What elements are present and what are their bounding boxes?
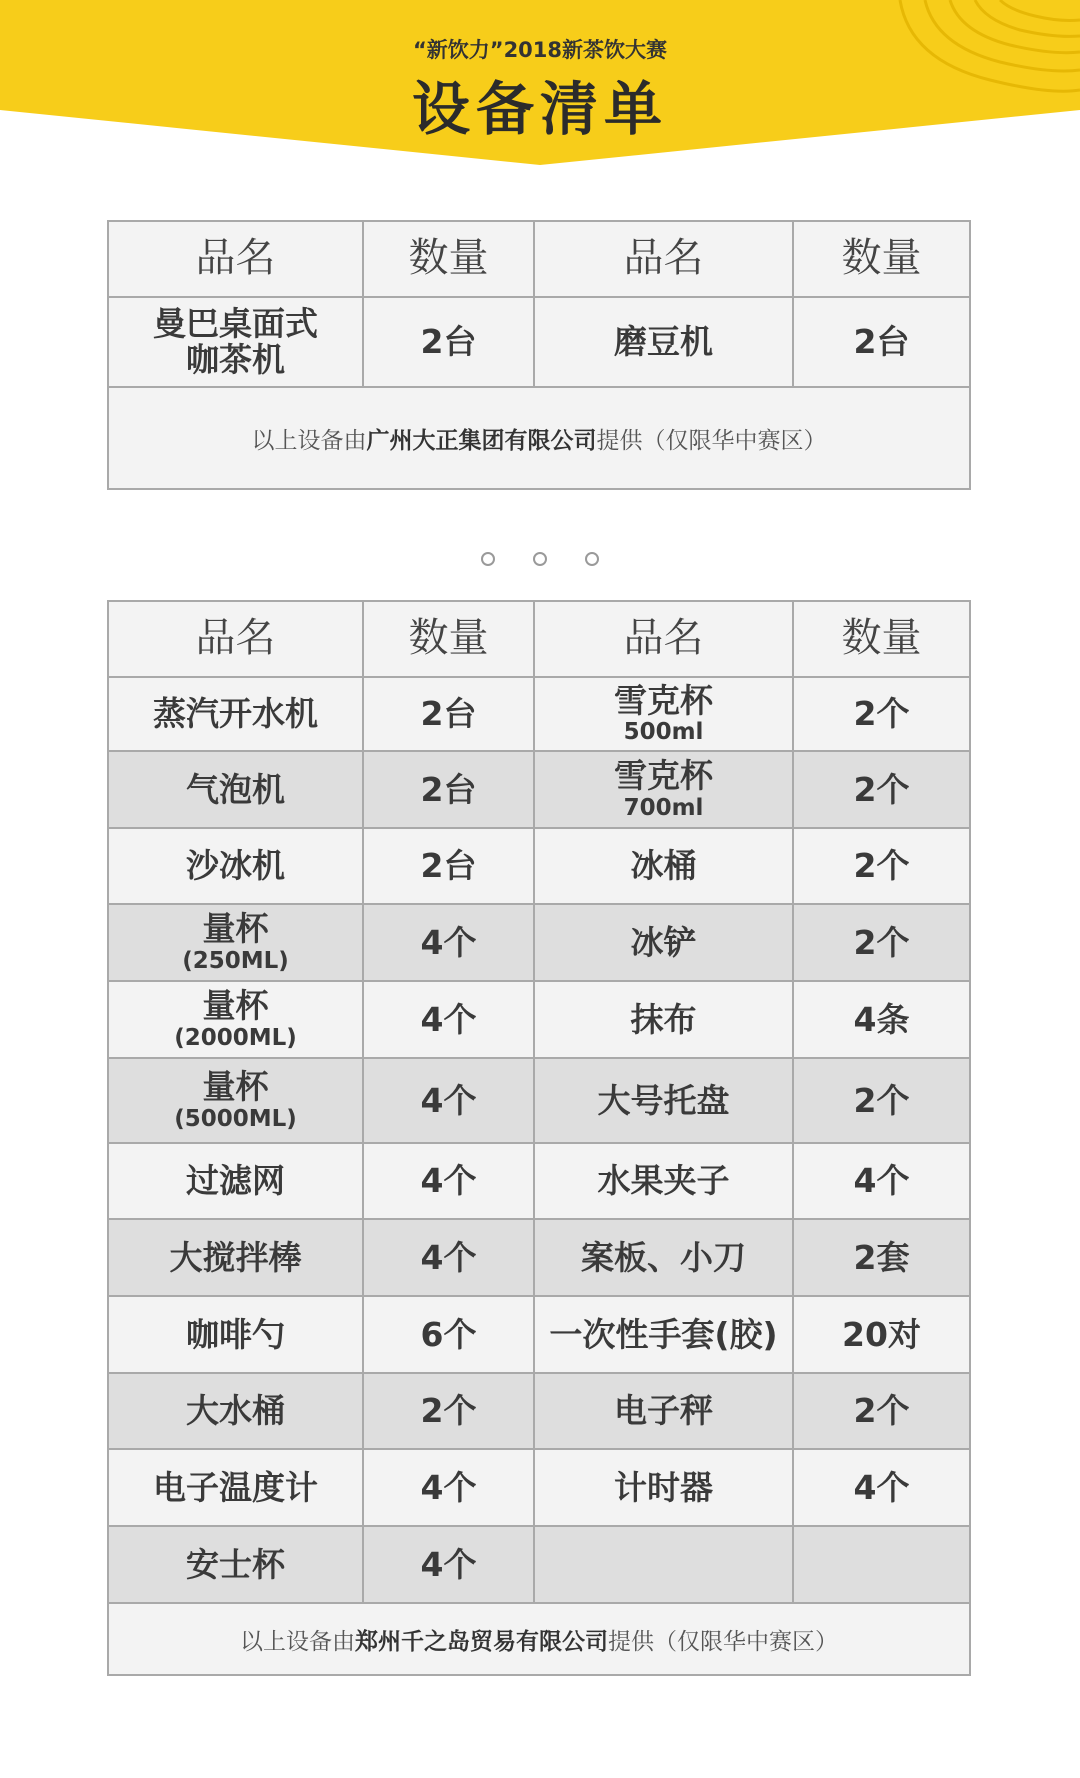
item-name-cell	[109, 678, 364, 750]
table-row	[109, 298, 969, 388]
item-quantity: 2台	[853, 322, 910, 362]
item-quantity: 2套	[853, 1237, 910, 1277]
note-suffix: 提供（仅限华中赛区）	[608, 1628, 838, 1655]
note-prefix: 以上设备由	[251, 427, 367, 454]
table-row	[109, 1527, 969, 1604]
equipment-table-2	[107, 600, 971, 1676]
item-name: 气泡机	[186, 769, 285, 809]
item-name-cell	[109, 982, 364, 1057]
item-quantity-cell	[364, 1527, 535, 1602]
supplier-note-row	[109, 1604, 969, 1674]
item-quantity-cell	[364, 1144, 535, 1218]
item-name: 水果夹子	[597, 1161, 730, 1201]
table-row	[109, 1059, 969, 1144]
item-quantity: 2个	[853, 1080, 910, 1120]
item-name: 电子秤	[614, 1391, 713, 1431]
item-quantity-cell	[794, 982, 969, 1057]
item-quantity: 2个	[853, 922, 910, 962]
header-cell: 数量	[841, 615, 922, 662]
table-row	[109, 1374, 969, 1450]
item-quantity: 20对	[842, 1314, 921, 1354]
item-name: 量杯	[202, 986, 269, 1026]
item-name-cell	[109, 1527, 364, 1602]
item-spec: (2000ML)	[174, 1024, 297, 1051]
item-quantity: 4个	[420, 1544, 477, 1584]
item-name: 沙冰机	[186, 846, 285, 886]
item-quantity-cell	[364, 1374, 535, 1448]
item-name-cell	[535, 905, 794, 980]
header-cell: 品名	[535, 222, 794, 296]
item-quantity: 2个	[420, 1391, 477, 1431]
item-name: 案板、小刀	[581, 1237, 746, 1277]
item-quantity-cell	[364, 1450, 535, 1525]
item-quantity-cell	[364, 982, 535, 1057]
supplier-note	[109, 388, 969, 488]
supplier-company: 郑州千之岛贸易有限公司	[355, 1628, 608, 1655]
item-name-cell	[535, 752, 794, 827]
table-row	[109, 1220, 969, 1297]
table-row	[109, 1450, 969, 1527]
table-row	[109, 752, 969, 829]
item-quantity: 4条	[853, 999, 910, 1039]
item-name-cell	[535, 678, 794, 750]
item-quantity: 2个	[853, 1391, 910, 1431]
table-row	[109, 829, 969, 905]
item-name: 大搅拌棒	[169, 1237, 302, 1277]
item-quantity: 4个	[420, 1237, 477, 1277]
item-quantity-cell	[364, 678, 535, 750]
item-quantity: 4个	[420, 1080, 477, 1120]
item-name: 一次性手套(胶)	[549, 1314, 778, 1354]
item-name: 过滤网	[186, 1161, 285, 1201]
item-quantity-cell	[794, 1374, 969, 1448]
item-name-cell	[109, 1220, 364, 1295]
item-name-cell	[109, 829, 364, 903]
item-quantity: 2台	[420, 694, 477, 734]
item-name: 蒸汽开水机	[153, 694, 318, 734]
item-name: 大水桶	[186, 1391, 285, 1431]
table-row	[109, 1297, 969, 1374]
item-quantity-cell	[794, 1220, 969, 1295]
table-row	[109, 982, 969, 1059]
item-quantity-cell	[364, 1059, 535, 1142]
item-quantity-cell	[794, 829, 969, 903]
item-spec: (250ML)	[182, 947, 289, 974]
table-header-row	[109, 602, 969, 678]
item-name-cell	[109, 1297, 364, 1372]
item-name-cell	[535, 1450, 794, 1525]
item-name-cell	[109, 905, 364, 980]
header-cell: 品名	[109, 602, 364, 676]
equipment-table-1	[107, 220, 971, 490]
item-quantity-cell	[364, 905, 535, 980]
divider-dot	[533, 552, 547, 566]
item-name-cell	[535, 982, 794, 1057]
item-name: 咖啡勺	[186, 1314, 285, 1354]
item-name: 曼巴桌面式 咖茶机	[109, 298, 364, 386]
header-subtitle: “新饮力”2018新茶饮大赛	[412, 38, 668, 62]
item-quantity: 4个	[420, 999, 477, 1039]
item-name-cell	[535, 1144, 794, 1218]
item-quantity-cell	[794, 678, 969, 750]
header-cell: 品名	[535, 602, 794, 676]
item-spec: 500ml	[623, 719, 704, 746]
table-header-row	[109, 222, 969, 298]
item-name-cell	[535, 1297, 794, 1372]
item-name: 计时器	[614, 1467, 713, 1507]
note-prefix: 以上设备由	[240, 1628, 355, 1655]
item-name-cell	[535, 1527, 794, 1602]
supplier-note-row	[109, 388, 969, 488]
item-name: 量杯	[202, 909, 269, 949]
item-spec: 700ml	[623, 794, 704, 821]
item-name: 大号托盘	[597, 1080, 730, 1120]
table-row	[109, 678, 969, 752]
item-name: 雪克杯	[614, 680, 713, 720]
item-quantity: 4个	[420, 1161, 477, 1201]
item-quantity-cell	[794, 1059, 969, 1142]
item-name: 雪克杯	[614, 756, 713, 796]
supplier-company: 广州大正集团有限公司	[366, 427, 597, 454]
item-quantity-cell	[364, 1297, 535, 1372]
item-name-cell	[535, 1059, 794, 1142]
item-spec: (5000ML)	[174, 1105, 297, 1132]
item-name: 冰铲	[630, 922, 697, 962]
note-suffix: 提供（仅限华中赛区）	[596, 427, 827, 454]
item-name: 抹布	[630, 999, 697, 1039]
item-quantity-cell	[794, 905, 969, 980]
item-name: 电子温度计	[153, 1467, 318, 1507]
item-name-cell	[109, 1374, 364, 1448]
item-name-cell	[109, 1450, 364, 1525]
item-quantity-cell	[364, 752, 535, 827]
table-row	[109, 905, 969, 982]
item-name: 磨豆机	[535, 298, 794, 386]
header-cell: 数量	[364, 222, 535, 296]
item-quantity: 4个	[853, 1161, 910, 1201]
item-quantity: 2个	[853, 694, 910, 734]
item-quantity: 4个	[853, 1467, 910, 1507]
item-quantity-cell	[794, 1144, 969, 1218]
page-header	[0, 0, 1080, 170]
item-name: 安士杯	[186, 1544, 285, 1584]
item-name-cell	[109, 1144, 364, 1218]
table-row	[109, 1144, 969, 1220]
item-name-cell	[109, 752, 364, 827]
item-quantity: 2台	[420, 846, 477, 886]
item-quantity-cell	[794, 1527, 969, 1602]
item-quantity: 4个	[420, 922, 477, 962]
dots-divider	[0, 552, 1080, 566]
page-title: 设备清单	[411, 75, 668, 143]
header-cell: 数量	[841, 235, 922, 282]
item-quantity: 2台	[420, 769, 477, 809]
item-quantity-cell	[794, 1450, 969, 1525]
item-quantity-cell	[364, 829, 535, 903]
supplier-note	[109, 1604, 969, 1674]
item-name: 量杯	[202, 1067, 269, 1107]
item-quantity-cell	[794, 1297, 969, 1372]
item-name-cell	[535, 829, 794, 903]
item-quantity-cell	[794, 752, 969, 827]
divider-dot	[481, 552, 495, 566]
item-quantity: 2台	[364, 298, 535, 386]
item-name-cell	[109, 1059, 364, 1142]
item-name: 冰桶	[630, 846, 697, 886]
item-name-cell	[535, 1374, 794, 1448]
item-quantity: 4个	[420, 1467, 477, 1507]
item-quantity-cell	[364, 1220, 535, 1295]
item-quantity: 2个	[853, 846, 910, 886]
item-quantity: 6个	[420, 1314, 477, 1354]
header-cell: 数量	[364, 602, 535, 676]
divider-dot	[585, 552, 599, 566]
header-cell: 品名	[109, 222, 364, 296]
item-quantity: 2个	[853, 769, 910, 809]
item-name-cell	[535, 1220, 794, 1295]
